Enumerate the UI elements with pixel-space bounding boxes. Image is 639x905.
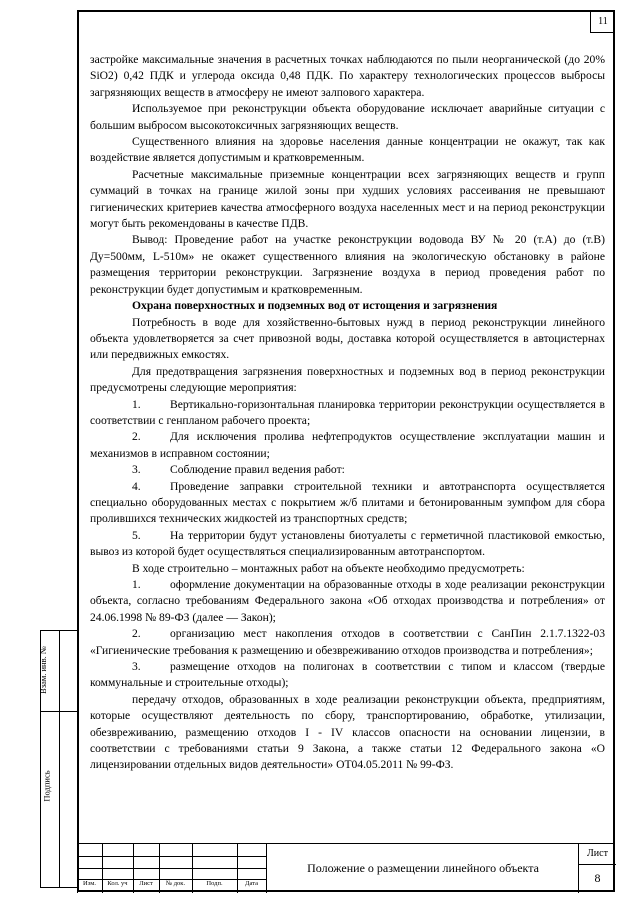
numbered-item <box>90 528 605 561</box>
tb-col-kol: Кол. уч <box>107 880 128 887</box>
sheet-cell <box>578 844 616 893</box>
numbered-item <box>90 577 605 626</box>
item-text: Проведение заправки строительной техники и автотранспорта осуществляется специально оборудованных местах с покрытием ж/б плитами и бетонированным зумпфом для сбора пролившихся технических жидкостей из транспортных средств; <box>90 479 605 526</box>
document-title: Положение о размещении линейного объекта <box>266 844 579 893</box>
section-heading: Охрана поверхностных и подземных вод от истощения и загрязнения <box>132 299 498 313</box>
paragraph: Существенного влияния на здоровье населения данные концентрации не окажут, так как воздействие является допустимым и кратковременным. <box>90 135 605 165</box>
paragraph: Потребность в воде для хозяйственно-бытовых нужд в период реконструкции линейного объекта удовлетворяется за счет привозной воды, доставка которой осуществляется в автоцистернах или передвижных емкостях. <box>90 315 605 362</box>
numbered-item <box>90 397 605 430</box>
tb-col-date: Дата <box>245 880 258 887</box>
item-text: Соблюдение правил ведения работ: <box>170 463 345 477</box>
side-stamp-sign-label: Подпись <box>41 770 52 802</box>
item-text: Для исключения пролива нефтепродуктов осуществление эксплуатации машин и механизмов в исправном состоянии; <box>90 430 605 460</box>
paragraph: Для предотвращения загрязнения поверхностных и подземных вод в период реконструкции предусмотрены следующие мероприятия: <box>90 364 605 395</box>
item-number: 2. <box>132 627 141 641</box>
side-stamp <box>37 630 77 888</box>
item-number: 4. <box>132 479 141 493</box>
tb-col-izm: Изм. <box>83 880 96 887</box>
item-number: 1. <box>132 397 141 411</box>
numbered-item <box>90 659 605 692</box>
item-number: 3. <box>132 463 141 477</box>
item-number: 5. <box>132 528 141 542</box>
numbered-item <box>90 479 605 528</box>
numbered-item <box>90 429 605 462</box>
paragraph: Используемое при реконструкции объекта оборудование исключает аварийные ситуации с большим выбросом высокотоксичных загрязняющих веществ. <box>90 102 605 132</box>
item-number: 3. <box>132 660 141 674</box>
item-number: 2. <box>132 430 141 444</box>
paragraph: передачу отходов, образованных в ходе реализации реконструкции объекта, предприятиям, которые осуществляют деятельность по сбору, транспортированию, обработке, утилизации, обезвреживанию, размещению отходов I - IV классов опасности на основании лицензии, в соответствии с требованиями статьи 9 Закона, а также статьи 12 Федерального закона «О лицензировании отдельных видов деятельности» ОТ04.05.2011 № 99-ФЗ. <box>90 692 605 772</box>
paragraph: В ходе строительно – монтажных работ на объекте необходимо предусмотреть: <box>132 561 525 575</box>
paragraph: застройке максимальные значения в расчетных точках наблюдаются по пыли неорганической (до 20% SiO2) 0,42 ПДК и углерода оксида 0,48 ПДК. По характеру технологических процессов выбросы загрязняющих веществ в атмосферу не имеют залпового характера. <box>90 53 605 99</box>
document-body <box>90 52 605 774</box>
tb-col-doc: № док. <box>165 880 186 887</box>
sheet-label: Лист <box>579 844 616 865</box>
page-number: 11 <box>590 11 615 33</box>
paragraph: Вывод: Проведение работ на участке реконструкции водовода ВУ № 20 (т.А) до (т.В) Ду=500мм, L-510м» не окажет существенного влияния на экологическую обстановку в районе размещения территории реконструкции. Загрязнение воздуха в период проведения работ по реконструкции будет допустимым и кратковременным. <box>90 233 605 296</box>
item-text: оформление документации на образованные отходы в ходе реализации реконструкции объекта, согласно требованиям Федерального закона «Об отходах производства и потребления» от 24.06.1998 № 89-ФЗ (далее — Закон); <box>90 578 605 624</box>
sheet-number: 8 <box>594 871 601 885</box>
tb-col-list: Лист <box>139 880 153 887</box>
item-text: Вертикально-горизонтальная планировка территории реконструкции осуществляется в соответствии с генпланом рабочего проекта; <box>90 397 605 427</box>
item-text: На территории будут установлены биотуалеты с герметичной пластиковой емкостью, вывоз из которой будет осуществляться специализированным автотранспортом. <box>90 528 605 559</box>
item-number: 1. <box>132 578 141 591</box>
item-text: размещение отходов на полигонах в соответствии с типом и классом (твердые коммунальные и строительные отходы); <box>90 660 605 690</box>
side-stamp-inv-label: Взам. инв. № <box>37 646 48 694</box>
numbered-item <box>90 462 605 478</box>
numbered-item <box>90 626 605 659</box>
title-block <box>77 843 615 893</box>
paragraph: Расчетные максимальные приземные концентрации всех загрязняющих веществ и групп суммаций в точках на границе жилой зоны при худших условиях рассеивания не превышают гигиенических критериев качества атмосферного воздуха населенных мест и на период реконструкции могут быть рекомендованы в качестве ПДВ. <box>90 167 605 231</box>
item-text: организацию мест накопления отходов в соответствии с СанПин 2.1.7.1322-03 «Гигиенические требования к размещению и обезвреживанию отходов производства и потребления»; <box>90 627 605 657</box>
tb-col-podp: Подп. <box>206 880 223 887</box>
